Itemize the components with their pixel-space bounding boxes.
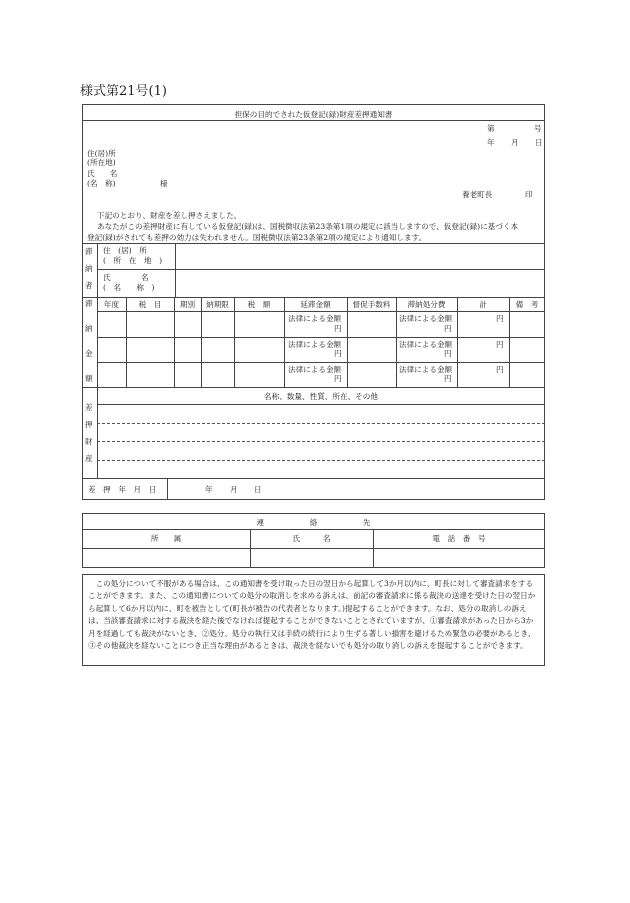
contact-header-line xyxy=(82,548,545,549)
title-divider xyxy=(82,120,545,121)
amounts-col-line xyxy=(509,297,510,387)
date-year-label: 年 xyxy=(487,138,495,147)
disposition-statutory-label: 法律による金額 xyxy=(399,365,453,374)
amounts-side-3: 金 xyxy=(85,349,93,358)
amounts-header-line xyxy=(97,311,545,312)
form-number: 様式第21号(1) xyxy=(80,84,167,99)
date-day-label: 日 xyxy=(535,138,543,147)
header-remarks: 備 考 xyxy=(515,300,539,309)
addressee-title-label: (名 称) xyxy=(87,179,116,188)
amounts-col-line xyxy=(97,297,98,387)
seal-mark: 印 xyxy=(525,190,533,199)
property-header: 名称、数量、性質、所在、その他 xyxy=(264,392,378,401)
notice-title: 担保の目的でされた仮登記(録)財産差押通知書 xyxy=(234,110,393,119)
property-header-line xyxy=(97,404,545,405)
header-tax-item: 税 目 xyxy=(138,300,162,309)
property-top-line xyxy=(82,387,545,388)
amounts-side-1: 滞 xyxy=(85,299,93,308)
total-yen: 円 xyxy=(496,340,504,349)
delinquent-title-label: ( 名 称 ) xyxy=(103,283,155,292)
property-dotted-line xyxy=(97,441,545,442)
header-total: 計 xyxy=(479,300,487,309)
contact-header-phone: 電 話 番 号 xyxy=(432,534,486,543)
header-due-date: 納期限 xyxy=(206,300,229,309)
late-fee-yen: 円 xyxy=(334,349,342,358)
seizure-date-divider xyxy=(167,478,168,500)
property-side-4: 産 xyxy=(85,454,93,463)
amounts-col-line xyxy=(347,297,348,387)
delinquent-address-label: 住 (居) 所 xyxy=(103,246,147,255)
delinquent-mid-line xyxy=(97,269,545,270)
contact-header-affiliation: 所 属 xyxy=(150,534,182,543)
late-fee-statutory-label: 法律による金額 xyxy=(288,314,342,323)
amounts-row-line-1 xyxy=(97,337,545,338)
amounts-col-line xyxy=(126,297,127,387)
total-yen: 円 xyxy=(496,314,504,323)
delinquent-location-label: ( 所 在 地 ) xyxy=(103,256,163,265)
late-fee-statutory-label: 法律による金額 xyxy=(288,365,342,374)
disposition-yen: 円 xyxy=(444,324,452,333)
delinquent-top-line xyxy=(82,243,545,244)
total-yen: 円 xyxy=(496,365,504,374)
header-tax-amount: 税 額 xyxy=(247,300,271,309)
late-fee-yen: 円 xyxy=(334,324,342,333)
body-line-1: 下記のとおり、財産を差し押さえました。 xyxy=(97,211,242,220)
amounts-col-line xyxy=(174,297,175,387)
delinquent-label-divider xyxy=(175,243,176,297)
body-line-3: 登記(録)がされても差押の効力は失われません。国税徴収法第23条第2項の規定により通知します。 xyxy=(87,233,427,242)
amounts-side-2: 納 xyxy=(85,324,93,333)
property-side-2: 押 xyxy=(85,420,93,429)
disposition-yen: 円 xyxy=(444,349,452,358)
addressee-address-label: 住(居)所 xyxy=(87,149,116,158)
appeal-text: この処分について不服がある場合は、この通知書を受け取った日の翌日から起算して3か月以内に、町長に対して審査請求をすることができます。また、この通知書についての処分の取消しを求める訴えは、前記の審査請求に係る裁決の送達を受けた日の翌日から起算して6か月以内に、町を被告として(町長が被告の代表者となります。)提起することができます。なお、処分の取消しの訴えは、当該審査請求に対する裁決を経た後でなければ提起することができないこととされていますが、①審査請求があった日から3か月を経過しても裁決がないとき、②処分、処分の執行又は手続の続行により生ずる著しい損害を避けるため緊急の必要があるとき、③その他裁決を経ないことにつき正当な理由があるときは、裁決を経ないでも処分の取り消しの訴えを提起することができます。 xyxy=(88,579,536,651)
number-suffix: 号 xyxy=(534,124,542,133)
property-dotted-line xyxy=(97,423,545,424)
late-fee-statutory-label: 法律による金額 xyxy=(288,340,342,349)
honorific: 様 xyxy=(160,179,168,188)
disposition-statutory-label: 法律による金額 xyxy=(399,340,453,349)
seizure-month-label: 月 xyxy=(230,485,238,494)
contact-title: 連 絡 先 xyxy=(256,518,371,527)
header-reminder-fee: 督促手数料 xyxy=(352,300,391,309)
body-line-2: あなたがこの差押財産に有している仮登記(録)は、国税徴収法第23条第1項の規定に該当しますので、仮登記(録)に基づく本 xyxy=(97,222,519,231)
addressee-location-label: (所在地) xyxy=(87,158,116,167)
delinquent-side-2: 納 xyxy=(85,264,93,273)
amounts-col-line xyxy=(234,297,235,387)
header-late-fee: 延滞金額 xyxy=(300,300,331,309)
amounts-row-line-2 xyxy=(97,362,545,363)
amounts-col-line xyxy=(396,297,397,387)
contact-title-line xyxy=(82,529,545,530)
addressee-name-label: 氏 名 xyxy=(87,169,118,178)
issuer: 養老町長 xyxy=(462,190,493,199)
disposition-yen: 円 xyxy=(444,374,452,383)
header-disposition-cost: 滞納処分費 xyxy=(407,300,446,309)
delinquent-side-3: 者 xyxy=(85,281,93,290)
delinquent-side-1: 滞 xyxy=(85,247,93,256)
number-label: 第 xyxy=(487,124,495,133)
seizure-day-label: 日 xyxy=(254,485,262,494)
header-fiscal-year: 年度 xyxy=(103,300,120,309)
amounts-col-line xyxy=(457,297,458,387)
property-side-3: 財 xyxy=(85,437,93,446)
delinquent-name-label: 氏 名 xyxy=(103,273,149,282)
header-period: 期別 xyxy=(179,300,196,309)
property-side-1: 差 xyxy=(85,403,93,412)
seizure-date-top-line xyxy=(82,478,545,479)
amounts-col-line xyxy=(201,297,202,387)
contact-header-name: 氏 名 xyxy=(292,534,331,543)
amounts-top-line xyxy=(82,297,545,298)
date-month-label: 月 xyxy=(511,138,519,147)
seizure-year-label: 年 xyxy=(205,485,213,494)
property-dotted-line xyxy=(97,460,545,461)
late-fee-yen: 円 xyxy=(334,374,342,383)
delinquent-side-divider xyxy=(97,243,98,297)
disposition-statutory-label: 法律による金額 xyxy=(399,314,453,323)
amounts-col-line xyxy=(284,297,285,387)
seizure-date-label: 差 押 年 月 日 xyxy=(88,485,157,494)
amounts-side-4: 額 xyxy=(85,374,93,383)
